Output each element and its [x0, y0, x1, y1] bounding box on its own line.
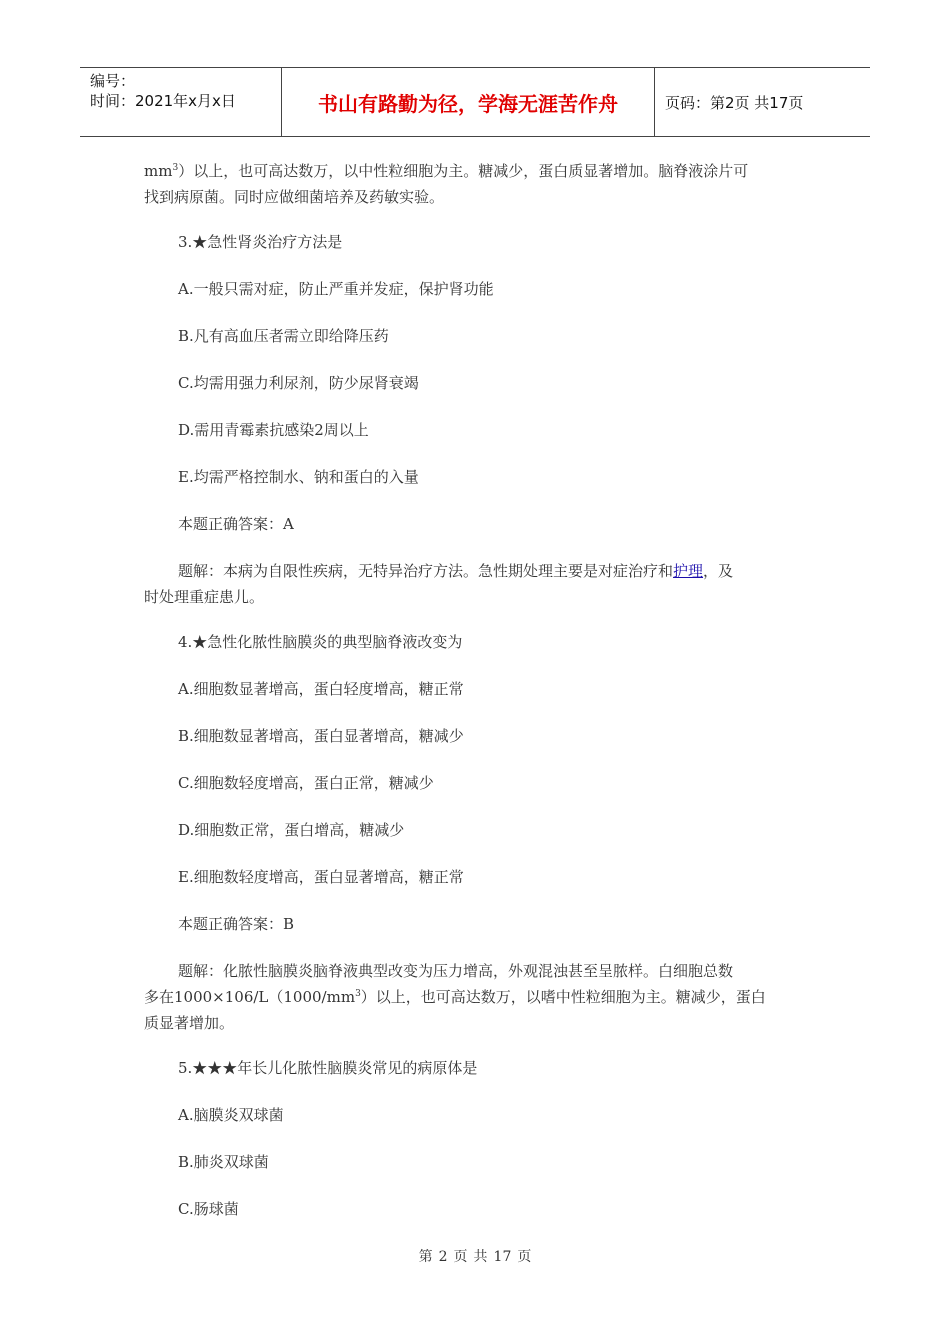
- question-5-stem: 5.★★★年长儿化脓性脑膜炎常见的病原体是: [178, 1059, 478, 1077]
- document-body: [144, 158, 810, 1222]
- paragraph-continued: $mm^3$）以上，也可高达数万，以中性粒细胞为主。糖减少，蛋白质显著增加。脑脊液涂片可: [144, 162, 749, 180]
- question-4-answer: 本题正确答案：B: [178, 915, 295, 933]
- footer-total-pages: 17: [493, 1249, 512, 1265]
- question-4-option-e: E.细胞数轻度增高，蛋白显著增高，糖正常: [178, 868, 464, 886]
- question-3-option-e: E.均需严格控制水、钠和蛋白的入量: [178, 468, 419, 486]
- question-3-option-b: B.凡有高血压者需立即给降压药: [178, 327, 389, 345]
- motto: 书山有路勤为径，学海无涯苦作舟: [282, 68, 655, 136]
- question-4-option-b: B.细胞数显著增高，蛋白显著增高，糖减少: [178, 727, 464, 745]
- footer-page-number: 2: [438, 1249, 448, 1265]
- page-info: 页码：第2页 共17页: [665, 93, 804, 112]
- question-4-explanation: 题解：化脓性脑膜炎脑脊液典型改变为压力增高，外观混浊甚至呈脓样。白细胞总数: [178, 962, 734, 980]
- question-3-option-c: C.均需用强力利尿剂，防少尿肾衰竭: [178, 374, 419, 392]
- question-3-stem: 3.★急性肾炎治疗方法是: [178, 233, 343, 251]
- question-5-option-b: B.肺炎双球菌: [178, 1153, 269, 1171]
- question-4-option-d: D.细胞数正常，蛋白增高，糖减少: [178, 821, 405, 839]
- question-5-option-a: A.脑膜炎双球菌: [178, 1106, 284, 1124]
- question-4-explanation-line3: 质显著增加。: [144, 1014, 235, 1032]
- question-4-stem: 4.★急性化脓性脑膜炎的典型脑脊液改变为: [178, 633, 463, 651]
- question-3-answer: 本题正确答案：A: [178, 515, 294, 533]
- question-3-explanation-line2: 时处理重症患儿。: [144, 588, 265, 606]
- question-3-explanation: 题解：本病为自限性疾病，无特异治疗方法。急性期处理主要是对症治疗和护理，及: [178, 562, 734, 580]
- header-table: [80, 67, 870, 137]
- paragraph-continued-line2: 找到病原菌。同时应做细菌培养及药敏实验。: [144, 188, 445, 206]
- question-4-option-c: C.细胞数轻度增高，蛋白正常，糖减少: [178, 774, 434, 792]
- question-3-option-d: D.需用青霉素抗感染2周以上: [178, 421, 369, 439]
- question-4-option-a: A.细胞数显著增高，蛋白轻度增高，糖正常: [178, 680, 464, 698]
- question-3-option-a: A.一般只需对症，防止严重并发症，保护肾功能: [178, 280, 494, 298]
- number-label: 编号：: [90, 72, 136, 90]
- header-left-cell: [80, 68, 282, 136]
- nursing-link[interactable]: 护理: [673, 562, 704, 580]
- time-label: 时间：2021年x月x日: [90, 92, 236, 110]
- page-footer: 第 2 页 共 17 页: [418, 1249, 532, 1265]
- question-5-option-c: C.肠球菌: [178, 1200, 239, 1218]
- question-4-explanation-line2: 多在$1000\times 106/L(1000/mm^3)$以上，也可高达数万，以嗜中性粒细胞为主。糖减少，蛋白: [144, 988, 766, 1006]
